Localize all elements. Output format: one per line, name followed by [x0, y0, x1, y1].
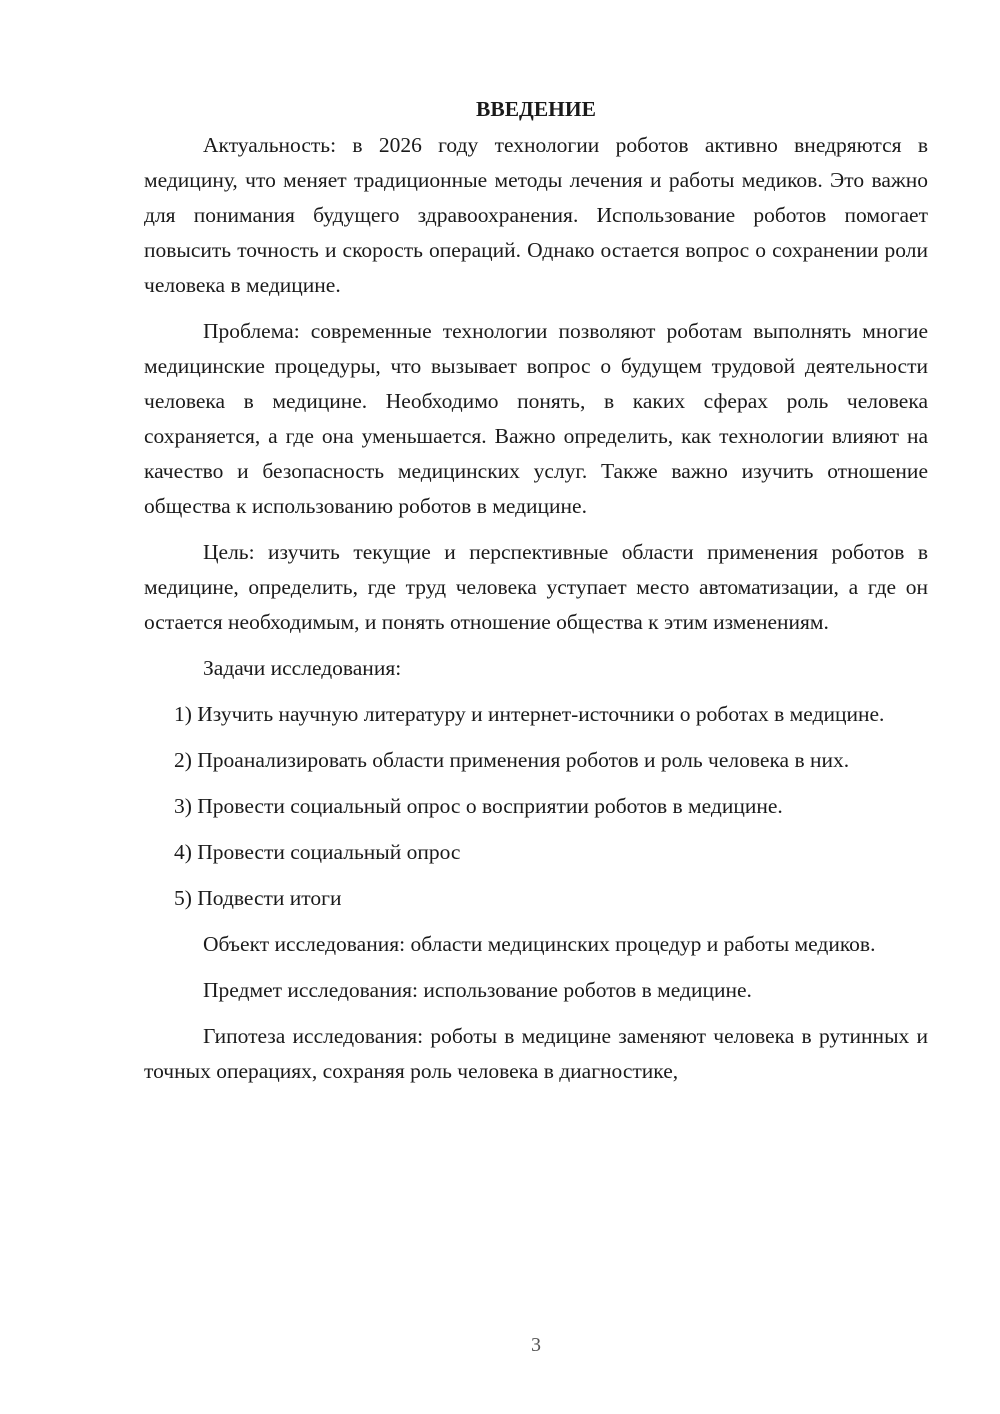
page-number: 3	[531, 1334, 541, 1356]
section-heading: ВВЕДЕНИЕ	[476, 97, 596, 121]
task-item-2: 2) Проанализировать области применения роботов и роль человека в них.	[174, 748, 850, 772]
paragraph-hypothesis: Гипотеза исследования: роботы в медицине заменяют человека в рутинных и точных операциях, сохраняя роль человека в диагностике,	[144, 1024, 928, 1083]
document-page	[144, 92, 928, 1100]
paragraph-relevance: Актуальность: в 2026 году технологии роботов активно внедряются в медицину, что меняет традиционные методы лечения и работы медиков. Это важно для понимания будущего здравоохранения. Использование роботов помогает повысить точность и скорость операций. Однако остается вопрос о сохранении роли человека в медицине.	[144, 133, 928, 297]
paragraph-object: Объект исследования: области медицинских процедур и работы медиков.	[203, 932, 876, 956]
task-item-5: 5) Подвести итоги	[174, 886, 342, 910]
paragraph-subject: Предмет исследования: использование роботов в медицине.	[203, 978, 752, 1002]
tasks-title: Задачи исследования:	[203, 656, 402, 680]
paragraph-problem: Проблема: современные технологии позволяют роботам выполнять многие медицинские процедуры, что вызывает вопрос о будущем трудовой деятельности человека в медицине. Необходимо понять, в каких сферах роль человека сохраняется, а где она уменьшается. Важно определить, как технологии влияют на качество и безопасность медицинских услуг. Также важно изучить отношение общества к использованию роботов в медицине.	[144, 319, 928, 518]
task-item-1: 1) Изучить научную литературу и интернет-источники о роботах в медицине.	[174, 702, 885, 726]
paragraph-goal: Цель: изучить текущие и перспективные области применения роботов в медицине, определить, где труд человека уступает место автоматизации, а где он остается необходимым, и понять отношение общества к этим изменениям.	[144, 540, 928, 634]
task-item-4: 4) Провести социальный опрос	[174, 840, 461, 864]
task-item-3: 3) Провести социальный опрос о восприятии роботов в медицине.	[174, 794, 783, 818]
